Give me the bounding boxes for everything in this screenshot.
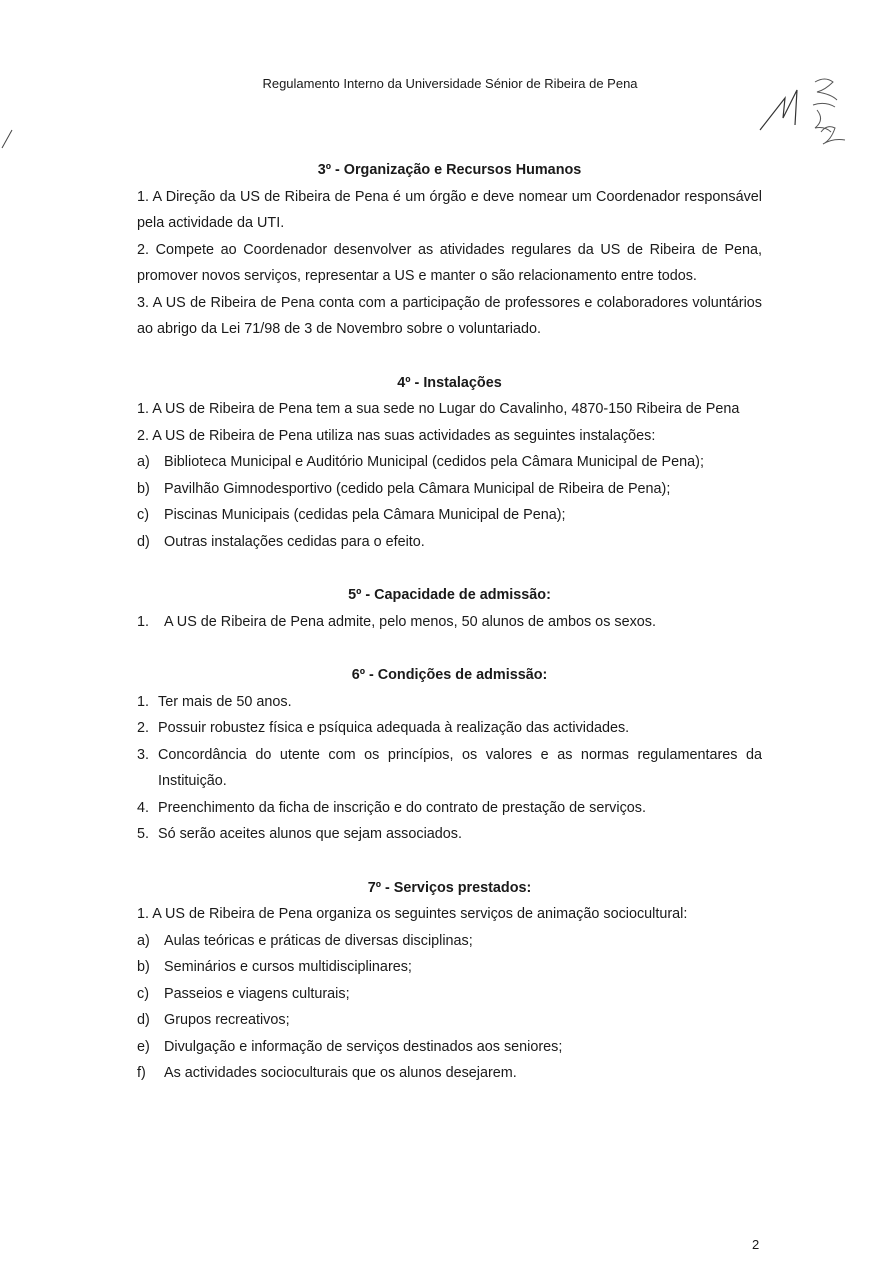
- list-text: As actividades socioculturais que os alunos desejarem.: [164, 1065, 517, 1081]
- list-item: [137, 529, 762, 556]
- section-title: 7º - Serviços prestados:: [367, 879, 532, 896]
- list-label: 1.: [137, 613, 150, 630]
- list-item: [137, 928, 762, 955]
- paragraph: 1. A US de Ribeira de Pena organiza os seguintes serviços de animação sociocultural:: [137, 906, 688, 922]
- section-title: 6º - Condições de admissão:: [351, 667, 548, 683]
- list-label: d): [137, 533, 150, 550]
- page-header: Regulamento Interno da Universidade Sénior de Ribeira de Pena: [262, 76, 638, 91]
- section-6: [137, 662, 762, 848]
- list-text: Ter mais de 50 anos.: [158, 693, 292, 710]
- list-label: b): [137, 959, 150, 975]
- list-text: Grupos recreativos;: [164, 1012, 290, 1028]
- list-label: 4.: [137, 799, 150, 816]
- handwritten-initials: [755, 70, 865, 160]
- list-item: [137, 449, 762, 476]
- list-item: [137, 609, 762, 636]
- section-3: [137, 157, 762, 343]
- list-text: Concordância do utente com os princípios, os valores e as normas regulamentares da Instituição.: [158, 746, 762, 789]
- list-text: Possuir robustez física e psíquica adequada à realização das actividades.: [158, 720, 630, 736]
- list-label: c): [137, 985, 149, 1002]
- list-label: 5.: [137, 826, 150, 842]
- list-text: Aulas teóricas e práticas de diversas disciplinas;: [164, 932, 473, 949]
- list-label: e): [137, 1038, 150, 1055]
- list-item: [137, 742, 762, 795]
- section-title: 4º - Instalações: [397, 374, 502, 391]
- list-item: [137, 689, 762, 716]
- list-text: Outras instalações cedidas para o efeito.: [164, 533, 425, 550]
- list-item: [137, 715, 762, 742]
- list-text: Biblioteca Municipal e Auditório Municipal (cedidos pela Câmara Municipal de Pena);: [164, 454, 704, 470]
- list-text: Preenchimento da ficha de inscrição e do contrato de prestação de serviços.: [158, 799, 646, 816]
- list-text: Pavilhão Gimnodesportivo (cedido pela Câmara Municipal de Ribeira de Pena);: [164, 480, 671, 497]
- list-text: Passeios e viagens culturais;: [164, 985, 350, 1002]
- section-4: [137, 370, 762, 556]
- list-item: [137, 981, 762, 1008]
- list-item: [137, 1007, 762, 1034]
- list-text: Só serão aceites alunos que sejam associados.: [158, 826, 462, 842]
- list-item: [137, 821, 762, 848]
- list-label: 1.: [137, 693, 150, 710]
- list-label: c): [137, 507, 149, 523]
- list-item: [137, 1034, 762, 1061]
- list-text: Divulgação e informação de serviços destinados aos seniores;: [164, 1038, 563, 1055]
- list-label: d): [137, 1012, 150, 1028]
- document-body: [137, 157, 762, 1114]
- section-title: 5º - Capacidade de admissão:: [348, 587, 551, 603]
- section-5: [137, 582, 762, 635]
- page-number: 2: [752, 1237, 760, 1252]
- list-label: a): [137, 932, 150, 949]
- list-item: [137, 1060, 762, 1087]
- list-item: [137, 502, 762, 529]
- section-title: 3º - Organização e Recursos Humanos: [317, 162, 582, 178]
- list-item: [137, 795, 762, 822]
- list-label: 3.: [137, 746, 150, 763]
- paragraph: 2. A US de Ribeira de Pena utiliza nas suas actividades as seguintes instalações:: [137, 427, 656, 444]
- list-text: Piscinas Municipais (cedidas pela Câmara Municipal de Pena);: [164, 507, 566, 523]
- paragraph: 2. Compete ao Coordenador desenvolver as atividades regulares da US de Ribeira de Pena, promover novos serviços, representar a US e manter o são relacionamento entre todos.: [137, 241, 762, 284]
- list-item: [137, 954, 762, 981]
- list-item: [137, 476, 762, 503]
- list-text: Seminários e cursos multidisciplinares;: [164, 959, 412, 975]
- section-7: [137, 875, 762, 1087]
- list-text: A US de Ribeira de Pena admite, pelo menos, 50 alunos de ambos os sexos.: [164, 613, 656, 630]
- paragraph: 1. A US de Ribeira de Pena tem a sua sede no Lugar do Cavalinho, 4870-150 Ribeira de Pena: [137, 401, 740, 417]
- margin-mark: [0, 128, 14, 150]
- list-label: f): [137, 1065, 146, 1081]
- list-label: 2.: [137, 720, 150, 736]
- paragraph: 3. A US de Ribeira de Pena conta com a participação de professores e colaboradores voluntários ao abrigo da Lei 71/98 de 3 de Novembro sobre o voluntariado.: [137, 294, 762, 337]
- list-label: b): [137, 480, 150, 497]
- paragraph: 1. A Direção da US de Ribeira de Pena é um órgão e deve nomear um Coordenador responsável pela actividade da UTI.: [137, 188, 762, 231]
- list-label: a): [137, 454, 150, 470]
